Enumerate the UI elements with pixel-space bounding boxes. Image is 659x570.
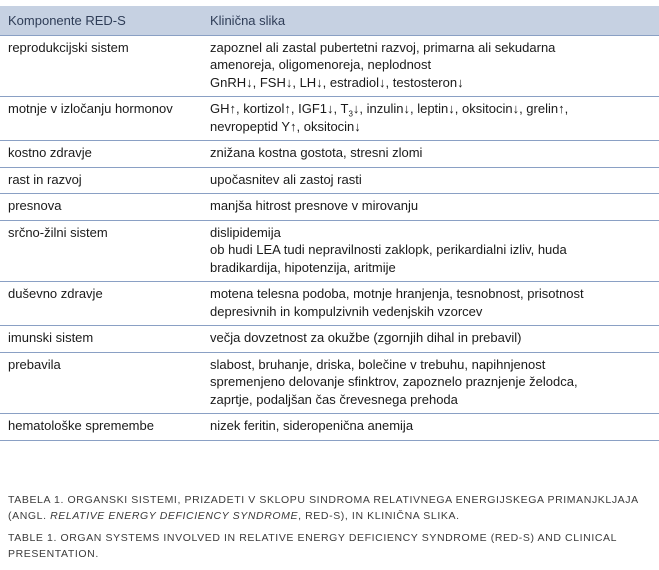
t3-subscript: 3 <box>348 109 353 119</box>
red-s-table <box>0 6 659 441</box>
clinical-cell <box>202 194 659 221</box>
table-row <box>0 220 659 282</box>
table-row <box>0 167 659 194</box>
table-header-row <box>0 6 659 35</box>
component-cell: hematološke spremembe <box>0 414 202 441</box>
table-row <box>0 352 659 414</box>
clinical-line: upočasnitev ali zastoj rasti <box>210 171 362 187</box>
component-cell: imunski sistem <box>0 326 202 353</box>
clinical-cell <box>202 220 659 282</box>
clinical-line: GnRH↓, FSH↓, LH↓, estradiol↓, testosteron↓ <box>210 74 464 90</box>
table-row <box>0 414 659 441</box>
clinical-cell <box>202 414 659 441</box>
clinical-line <box>210 100 651 118</box>
header-component: Komponente RED-S <box>0 6 202 35</box>
component-cell: reprodukcijski sistem <box>0 35 202 97</box>
caption-text: (ANGL. <box>8 510 51 522</box>
clinical-line: manjša hitrost presnove v mirovanju <box>210 198 419 213</box>
clinical-line: slabost, bruhanje, driska, bolečine v trebuhu, napihnjenost <box>210 356 546 372</box>
caption-text: , RED-S), IN KLINIČNA SLIKA. <box>298 510 460 522</box>
table-caption-english: TABLE 1. ORGAN SYSTEMS INVOLVED IN RELATIVE ENERGY DEFICIENCY SYNDROME (RED-S) AND CLINICAL PRESENTATION. <box>8 532 617 560</box>
clinical-line: motena telesna podoba, motnje hranjenja, tesnobnost, prisotnost <box>210 286 584 301</box>
caption-line: TABELA 1. ORGANSKI SISTEMI, PRIZADETI V SKLOPU SINDROMA RELATIVNEGA ENERGIJSKEGA PRIMANJKLJAJA <box>8 494 639 506</box>
clinical-line: nizek feritin, sideropenična anemija <box>210 418 414 433</box>
component-cell: srčno-žilni sistem <box>0 220 202 282</box>
table-row <box>0 35 659 97</box>
table-row <box>0 282 659 326</box>
clinical-line: zapoznel ali zastal pubertetni razvoj, primarna ali sekudarna <box>210 39 556 55</box>
component-cell: motnje v izločanju hormonov <box>0 97 202 141</box>
clinical-line: dislipidemija <box>210 224 281 240</box>
clinical-line: spremenjeno delovanje sfinktrov, zapoznelo praznjenje želodca, <box>210 374 578 389</box>
clinical-line: nevropeptid Y↑, oksitocin↓ <box>210 118 361 134</box>
caption-italic-text: RELATIVE ENERGY DEFICIENCY SYNDROME <box>50 510 299 522</box>
clinical-line: amenoreja, oligomenoreja, neplodnost <box>210 57 432 72</box>
clinical-cell <box>202 141 659 168</box>
clinical-cell <box>202 326 659 353</box>
clinical-line: ob hudi LEA tudi nepravilnosti zaklopk, perikardialni izliv, huda <box>210 242 567 257</box>
table-row <box>0 194 659 221</box>
caption-line <box>8 508 653 524</box>
clinical-line: bradikardija, hipotenzija, aritmije <box>210 259 396 275</box>
clinical-line: večja dovzetnost za okužbe (zgornjih dihal in prebavil) <box>210 330 522 345</box>
clinical-line: znižana kostna gostota, stresni zlomi <box>210 145 423 160</box>
hormone-text-post: ↓, inzulin↓, leptin↓, oksitocin↓, grelin↑, <box>352 101 569 116</box>
table-row <box>0 97 659 141</box>
table-row <box>0 326 659 353</box>
component-cell: kostno zdravje <box>0 141 202 168</box>
clinical-cell <box>202 97 659 141</box>
header-clinical-picture: Klinična slika <box>202 6 659 35</box>
hormone-text-pre: GH↑, kortizol↑, IGF1↓, T <box>210 101 349 116</box>
table-caption-slovene <box>8 492 653 524</box>
clinical-cell <box>202 35 659 97</box>
component-cell: duševno zdravje <box>0 282 202 326</box>
clinical-cell <box>202 282 659 326</box>
clinical-line: depresivnih in kompulzivnih vedenjskih vzorcev <box>210 303 483 319</box>
table-row <box>0 141 659 168</box>
component-cell: rast in razvoj <box>0 167 202 194</box>
clinical-cell <box>202 352 659 414</box>
component-cell: prebavila <box>0 352 202 414</box>
clinical-cell <box>202 167 659 194</box>
clinical-line: zaprtje, podaljšan čas črevesnega prehoda <box>210 391 458 407</box>
component-cell: presnova <box>0 194 202 221</box>
